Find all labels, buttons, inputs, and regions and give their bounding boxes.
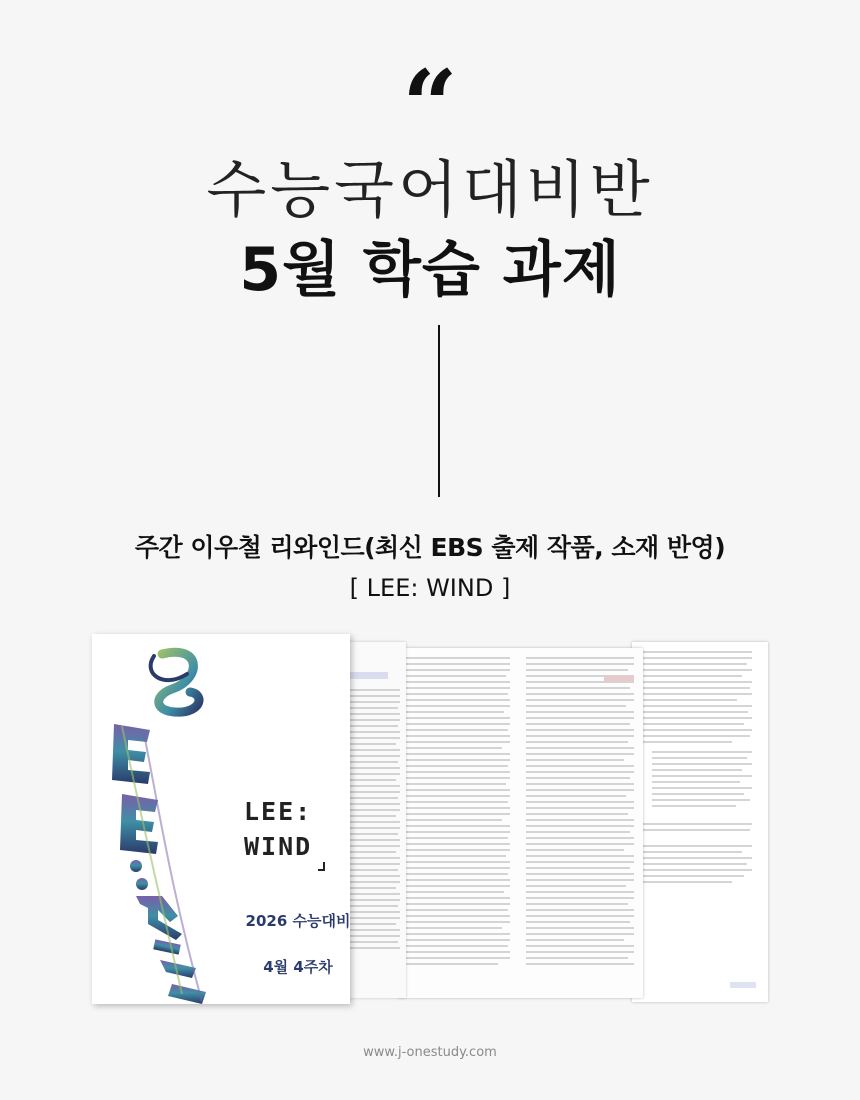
cover-year-label: 2026 수능대비 bbox=[245, 912, 350, 930]
page-text-lines bbox=[632, 642, 768, 1002]
course-title: 수능국어대비반 bbox=[206, 153, 654, 226]
book-cover bbox=[92, 634, 350, 1004]
footer-url-link[interactable]: www.j-onestudy.com bbox=[363, 1045, 497, 1060]
book-page-middle bbox=[398, 648, 643, 998]
page-text-lines bbox=[342, 642, 406, 998]
cover-logo-bottom: WIND bbox=[244, 832, 313, 861]
cover-logo-top: LEE: bbox=[244, 797, 313, 826]
book-page-right bbox=[632, 642, 768, 1002]
page-text-lines bbox=[398, 648, 643, 998]
book-page-back bbox=[342, 642, 406, 998]
subtitle: 주간 이우철 리와인드(최신 EBS 출제 작품, 소재 반영) bbox=[134, 533, 726, 562]
subtitle-brand: [ LEE: WIND ] bbox=[349, 574, 511, 602]
cover-week-label: 4월 4주차 bbox=[263, 958, 333, 976]
book-mockup bbox=[92, 634, 768, 1004]
assignment-title: 5월 학습 과제 bbox=[239, 235, 621, 305]
divider-line bbox=[438, 325, 440, 497]
quote-mark-icon: “ bbox=[402, 49, 458, 162]
